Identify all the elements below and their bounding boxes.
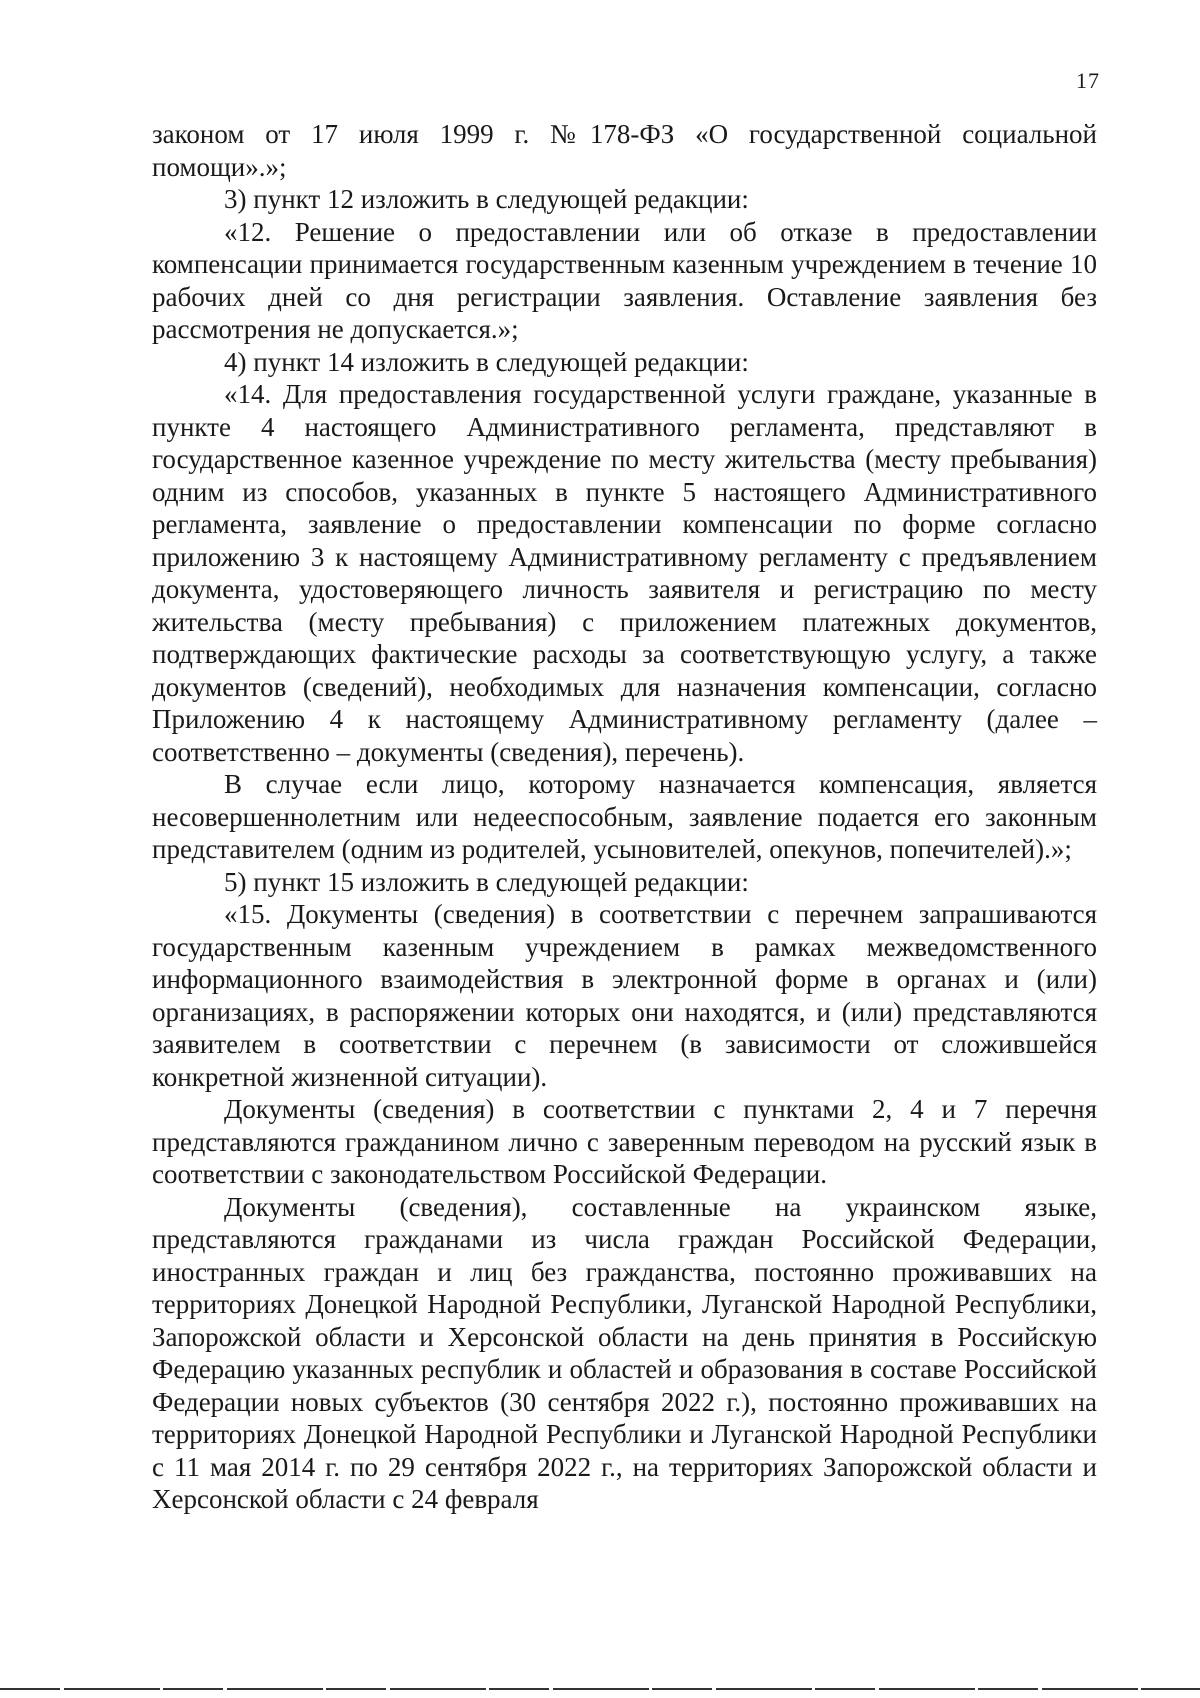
scan-edge-line (0, 1688, 1200, 1690)
paragraph-10: Документы (сведения), составленные на украинском языке, представляются гражданами из числа граждан Российской Федерации, иностранных граждан и лиц без гражданства, постоянно проживавших на территориях Донецкой Народной Республики, Луганской Народной Республики, Запорожской области и Херсонской области на день принятия в Российскую Федерацию указанных республик и областей и образования в составе Российской Федерации новых субъектов (30 сентября 2022 г.), постоянно проживавших на территориях Донецкой Народной Республики и Луганской Народной Республики с 11 мая 2014 г. по 29 сентября 2022 г., на территориях Запорожской области и Херсонской области с 24 февраля (152, 1191, 1097, 1514)
page-number: 17 (1076, 68, 1100, 93)
document-body (152, 118, 1097, 1516)
paragraph-9: Документы (сведения) в соответствии с пунктами 2, 4 и 7 перечня представляются гражданином лично с заверенным переводом на русский язык в соответствии с законодательством Российской Федерации. (152, 1094, 1097, 1189)
paragraph-3: «12. Решение о предоставлении или об отказе в предоставлении компенсации принимается государственным казенным учреждением в течение 10 рабочих дней со дня регистрации заявления. Оставление заявления без рассмотрения не допускается.»; (152, 216, 1097, 344)
paragraph-4: 4) пункт 14 изложить в следующей редакции: (224, 346, 749, 377)
paragraph-7: 5) пункт 15 изложить в следующей редакции: (224, 866, 749, 897)
paragraph-6: В случае если лицо, которому назначается компенсация, является несовершеннолетним или недееспособным, заявление подается его законным представителем (одним из родителей, усыновителей, опекунов, попечителей).»; (152, 769, 1097, 864)
paragraph-8: «15. Документы (сведения) в соответствии с перечнем запрашиваются государственным казенным учреждением в рамках межведомственного информационного взаимодействия в электронной форме в органах и (или) организациях, в распоряжении которых они находятся, и (или) представляются заявителем в соответствии с перечнем (в зависимости от сложившейся конкретной жизненной ситуации). (152, 899, 1097, 1092)
paragraph-5: «14. Для предоставления государственной услуги граждане, указанные в пункте 4 настоящего Административного регламента, представляют в государственное казенное учреждение по месту жительства (месту пребывания) одним из способов, указанных в пункте 5 настоящего Административного регламента, заявление о предоставлении компенсации по форме согласно приложению 3 к настоящему Административному регламенту с предъявлением документа, удостоверяющего личность заявителя и регистрацию по месту жительства (месту пребывания) с приложением платежных документов, подтверждающих фактические расходы за соответствующую услугу, а также документов (сведений), необходимых для назначения компенсации, согласно Приложению 4 к настоящему Административному регламенту (далее – соответственно – документы (сведения), перечень). (152, 379, 1097, 767)
paragraph-1: законом от 17 июля 1999 г. №178-ФЗ «О государственной социальной помощи».»; (152, 119, 1097, 182)
paragraph-2: 3) пункт 12 изложить в следующей редакции: (224, 184, 749, 214)
